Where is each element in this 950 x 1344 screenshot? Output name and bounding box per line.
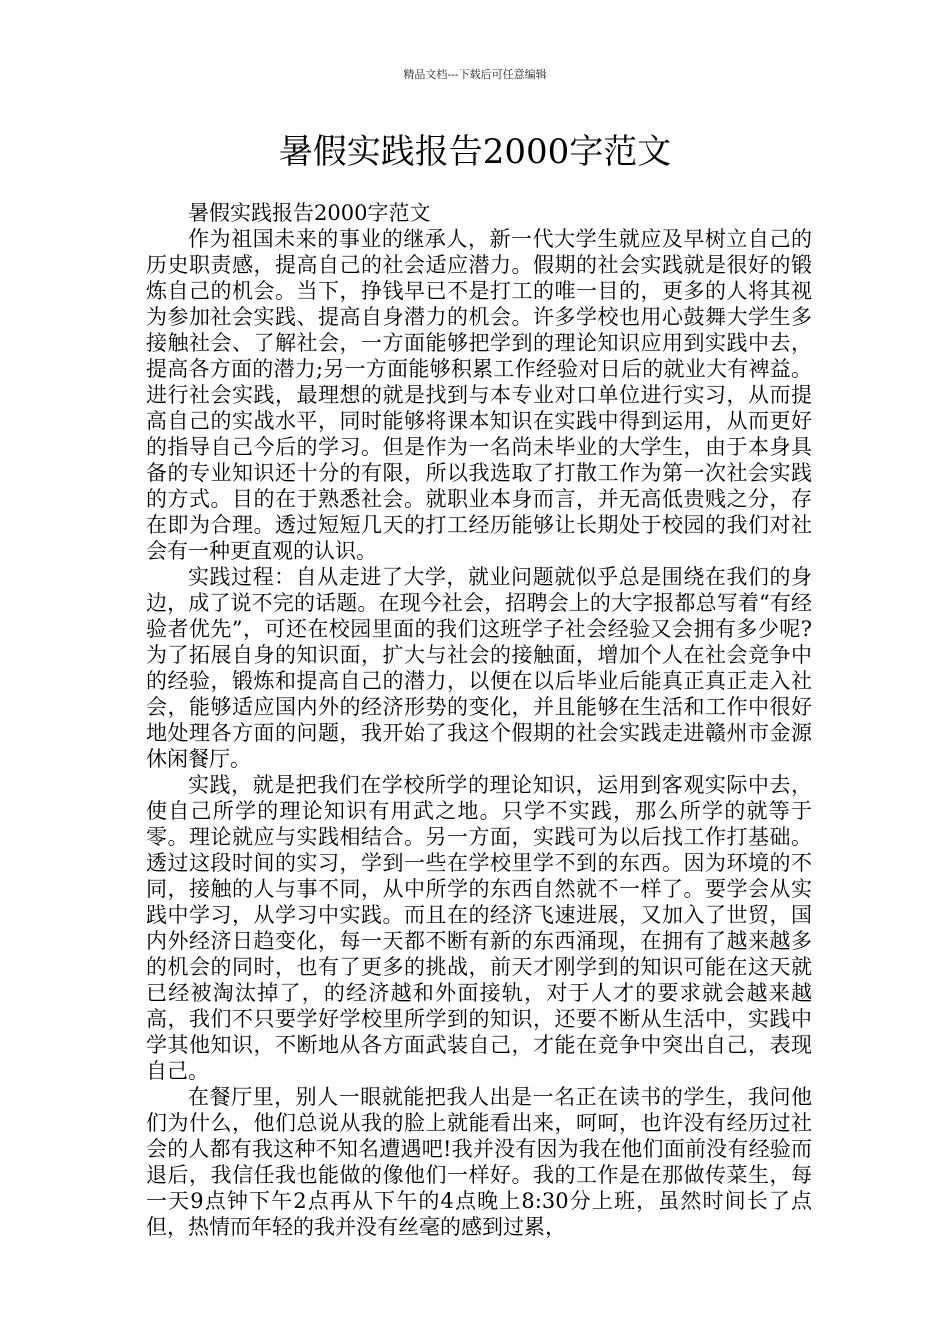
paragraph-practice: 实践，就是把我们在学校所学的理论知识，运用到客观实际中去，使自己所学的理论知识有用武之地。只学不实践，那么所学的就等于零。理论就应与实践相结合。另一方面，实践可为以后找工作打基础。透过这段时间的实习，学到一些在学校里学不到的东西。因为环境的不同，接触的人与事不同，从中所学的东西自然就不一样了。要学会从实践中学习，从学习中实践。而且在的经济飞速进展，又加入了世贸，国内外经济日趋变化，每一天都不断有新的东西涌现，在拥有了越来越多的机会的同时，也有了更多的挑战，前天才刚学到的知识可能在这天就已经被淘汰掉了，的经济越和外面接轨，对于人才的要求就会越来越高，我们不只要学好学校里所学到的知识，还要不断从生活中，实践中学其他知识，不断地从各方面武装自己，才能在竞争中突出自己，表现自己。 xyxy=(146,773,812,1083)
document-body xyxy=(146,200,812,1240)
paragraph-process: 实践过程：自从走进了大学，就业问题就似乎总是围绕在我们的身边，成了说不完的话题。在现今社会，招聘会上的大字报都总写着“有经验者优先”，可还在校园里面的我们这班学子社会经验又会拥有多少呢?为了拓展自身的知识面，扩大与社会的接触面，增加个人在社会竞争中的经验，锻炼和提高自己的潜力，以便在以后毕业后能真正真正走入社会，能够适应国内外的经济形势的变化，并且能够在生活和工作中很好地处理各方面的问题，我开始了我这个假期的社会实践走进赣州市金源休闲餐厅。 xyxy=(146,565,812,771)
paragraph-intro: 作为祖国未来的事业的继承人，新一代大学生就应及早树立自己的历史职责感，提高自己的社会适应潜力。假期的社会实践就是很好的锻炼自己的机会。当下，挣钱早已不是打工的唯一目的，更多的人将其视为参加社会实践、提高自身潜力的机会。许多学校也用心鼓舞大学生多接触社会、了解社会，一方面能够把学到的理论知识应用到实践中去，提高各方面的潜力;另一方面能够积累工作经验对日后的就业大有裨益。进行社会实践，最理想的就是找到与本专业对口单位进行实习，从而提高自己的实战水平，同时能够将课本知识在实践中得到运用，从而更好的指导自己今后的学习。但是作为一名尚未毕业的大学生，由于本身具备的专业知识还十分的有限，所以我选取了打散工作为第一次社会实践的方式。目的在于熟悉社会。就职业本身而言，并无高低贵贱之分，存在即为合理。透过短短几天的打工经历能够让长期处于校园的我们对社会有一种更直观的认识。 xyxy=(146,227,812,563)
document-title: 暑假实践报告2000字范文 xyxy=(278,132,672,172)
paragraph-restaurant: 在餐厅里，别人一眼就能把我人出是一名正在读书的学生，我问他们为什么，他们总说从我的脸上就能看出来，呵呵，也许没有经历过社会的人都有我这种不知名遭遇吧!我并没有因为我在他们面前没有经验而退后，我信任我也能做的像他们一样好。我的工作是在那做传菜生，每一天9点钟下午2点再从下午的4点晚上8:30分上班，虽然时间长了点但，热情而年轻的我并没有丝毫的感到过累， xyxy=(146,1085,812,1239)
header-note: 精品文档---下载后可任意编辑 xyxy=(403,68,547,81)
paragraph-subtitle: 暑假实践报告2000字范文 xyxy=(188,201,431,225)
